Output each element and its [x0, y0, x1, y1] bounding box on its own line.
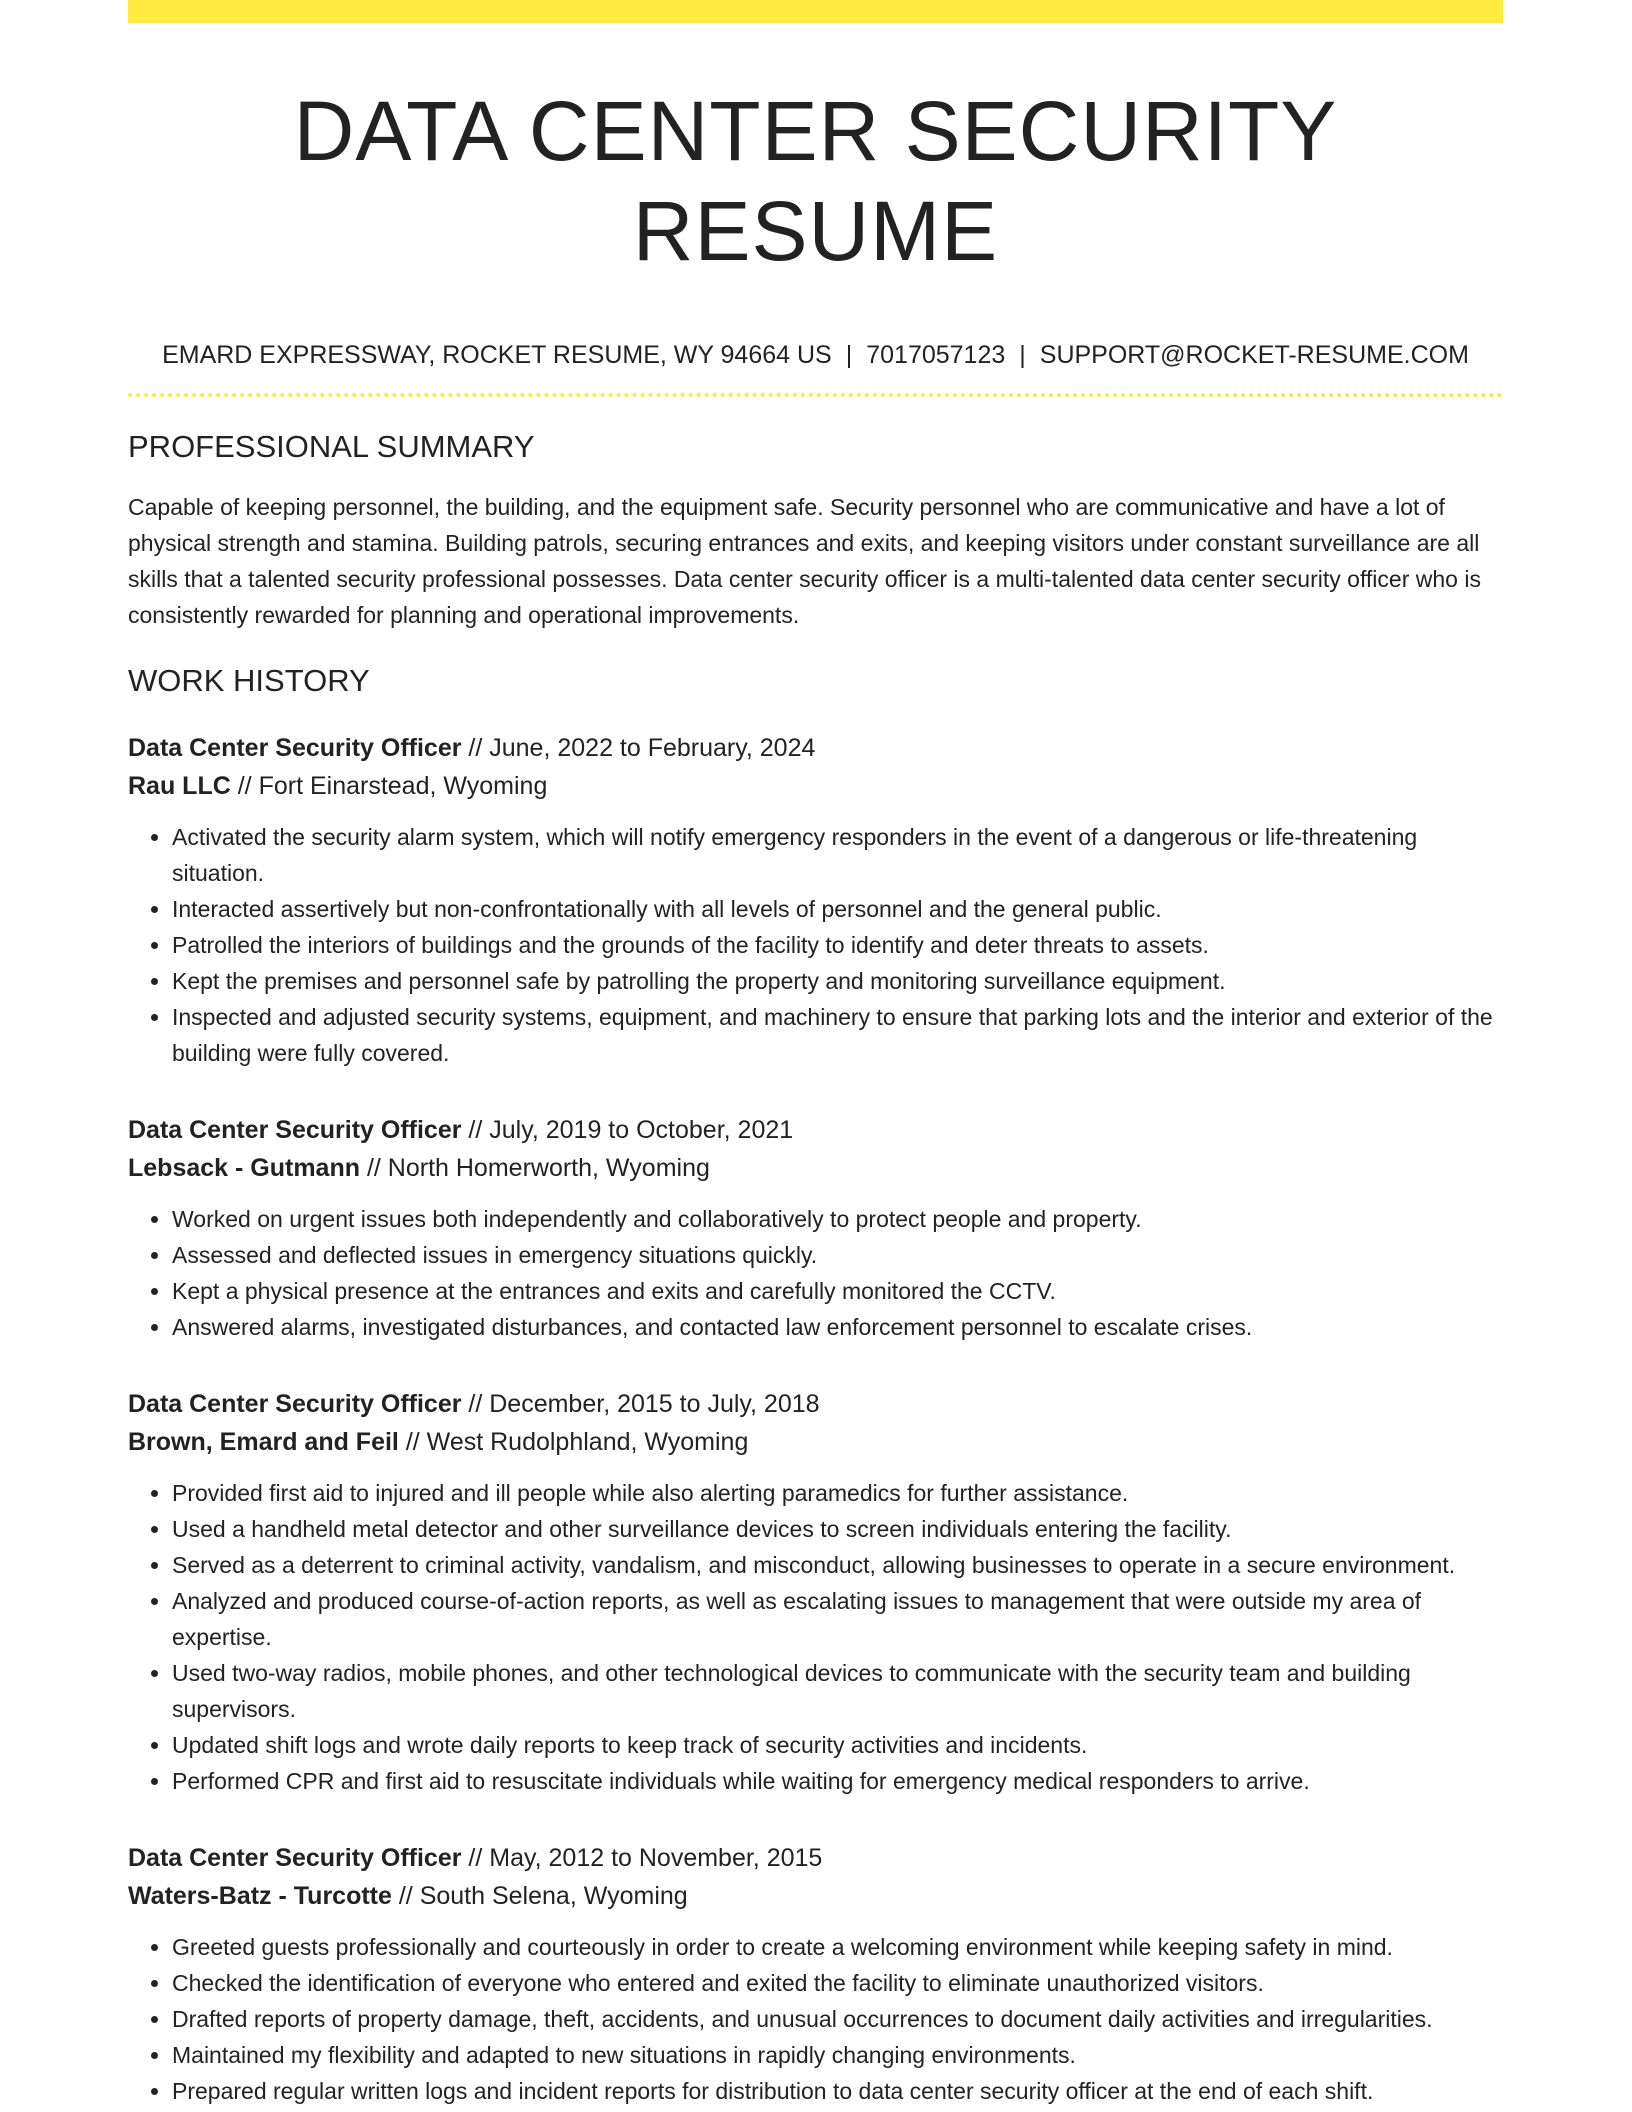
job-entry — [128, 729, 1503, 1071]
job-separator: // — [461, 1390, 490, 1418]
job-bullet: • Activated the security alarm system, which will notify emergency responders in the event of a dangerous or life-threatening situation. — [172, 819, 1503, 891]
job-bullet: • Patrolled the interiors of buildings and the grounds of the facility to identify and deter threats to assets. — [172, 927, 1503, 963]
job-bullet: • Performed CPR and first aid to resuscitate individuals while waiting for emergency medical responders to arrive. — [172, 1763, 1503, 1799]
job-bullet: • Drafted reports of property damage, theft, accidents, and unusual occurrences to document daily activities and irregularities. — [172, 2001, 1503, 2037]
job-bullet: • Used two-way radios, mobile phones, and other technological devices to communicate with the security team and building supervisors. — [172, 1655, 1503, 1727]
job-bullet: • Answered alarms, investigated disturbances, and contacted law enforcement personnel to escalate crises. — [172, 1309, 1503, 1345]
job-bullet: • Provided first aid to injured and ill people while also alerting paramedics for further assistance. — [172, 1475, 1503, 1511]
resume-title: DATA CENTER SECURITY RESUME — [293, 84, 1338, 278]
job-role-line — [128, 1385, 1503, 1423]
job-bullet-list — [128, 1929, 1503, 2109]
job-role: Data Center Security Officer — [128, 1390, 462, 1418]
job-role-line — [128, 729, 1503, 767]
contact-email: SUPPORT@ROCKET-RESUME.COM — [1039, 341, 1469, 369]
job-dates: December, 2015 to July, 2018 — [489, 1390, 820, 1418]
job-company: Rau LLC — [128, 772, 231, 800]
job-separator: // — [461, 734, 490, 762]
job-separator: // — [230, 772, 259, 800]
job-bullet: • Used a handheld metal detector and other surveillance devices to screen individuals entering the facility. — [172, 1511, 1503, 1547]
accent-top-bar — [128, 0, 1503, 23]
summary-text: Capable of keeping personnel, the building, and the equipment safe. Security personnel who are communicative and have a lot of physical strength and stamina. Building patrols, securing entrances and exits, and keeping visitors under constant surveillance are all skills that a talented security professional possesses. Data center security officer is a multi-talented data center security officer who is consistently rewarded for planning and operational improvements. — [128, 494, 1481, 628]
contact-address: EMARD EXPRESSWAY, ROCKET RESUME, WY 94664 US — [162, 341, 832, 369]
job-bullet: • Checked the identification of everyone who entered and exited the facility to eliminate unauthorized visitors. — [172, 1965, 1503, 2001]
job-company-line — [128, 1423, 1503, 1461]
job-separator: // — [461, 1844, 490, 1872]
contact-line — [128, 339, 1503, 371]
job-separator: // — [398, 1428, 427, 1456]
job-location: West Rudolphland, Wyoming — [426, 1428, 749, 1456]
contact-separator: | — [845, 341, 853, 369]
job-role: Data Center Security Officer — [128, 1844, 462, 1872]
job-bullet: • Kept a physical presence at the entrances and exits and carefully monitored the CCTV. — [172, 1273, 1503, 1309]
job-company-line — [128, 767, 1503, 805]
job-separator: // — [391, 1882, 420, 1910]
job-bullet: • Greeted guests professionally and courteously in order to create a welcoming environment while keeping safety in mind. — [172, 1929, 1503, 1965]
job-separator: // — [461, 1116, 490, 1144]
job-bullet-list — [128, 1475, 1503, 1799]
job-bullet: • Worked on urgent issues both independently and collaboratively to protect people and property. — [172, 1201, 1503, 1237]
job-location: Fort Einarstead, Wyoming — [258, 772, 548, 800]
job-separator: // — [360, 1154, 388, 1182]
job-bullet: • Served as a deterrent to criminal activity, vandalism, and misconduct, allowing businesses to operate in a secure environment. — [172, 1547, 1503, 1583]
job-entry — [128, 1111, 1503, 1345]
summary-heading: PROFESSIONAL SUMMARY — [128, 429, 535, 464]
job-bullet: • Inspected and adjusted security systems, equipment, and machinery to ensure that parking lots and the interior and exterior of the building were fully covered. — [172, 999, 1503, 1071]
job-bullet: • Interacted assertively but non-confrontationally with all levels of personnel and the general public. — [172, 891, 1503, 927]
contact-phone: 7017057123 — [866, 341, 1006, 369]
job-bullet: • Maintained my flexibility and adapted to new situations in rapidly changing environments. — [172, 2037, 1503, 2073]
job-dates: June, 2022 to February, 2024 — [489, 734, 816, 762]
job-bullet-list — [128, 1201, 1503, 1345]
work-history-heading: WORK HISTORY — [128, 663, 370, 698]
job-entry — [128, 1385, 1503, 1799]
dotted-divider — [128, 393, 1503, 397]
resume-content — [128, 23, 1503, 2109]
job-company: Waters-Batz - Turcotte — [128, 1882, 392, 1910]
job-bullet: • Updated shift logs and wrote daily reports to keep track of security activities and incidents. — [172, 1727, 1503, 1763]
job-bullet: • Assessed and deflected issues in emergency situations quickly. — [172, 1237, 1503, 1273]
job-role-line — [128, 1111, 1503, 1149]
job-role: Data Center Security Officer — [128, 734, 462, 762]
job-role-line — [128, 1839, 1503, 1877]
contact-separator: | — [1019, 341, 1026, 369]
job-company: Lebsack - Gutmann — [128, 1154, 360, 1182]
job-role: Data Center Security Officer — [128, 1116, 462, 1144]
job-bullet: • Prepared regular written logs and incident reports for distribution to data center security officer at the end of each shift. — [172, 2073, 1503, 2109]
job-bullet-list — [128, 819, 1503, 1071]
job-dates: July, 2019 to October, 2021 — [489, 1116, 794, 1144]
job-company: Brown, Emard and Feil — [128, 1428, 399, 1456]
job-location: North Homerworth, Wyoming — [387, 1154, 710, 1182]
job-dates: May, 2012 to November, 2015 — [489, 1844, 823, 1872]
job-location: South Selena, Wyoming — [419, 1882, 688, 1910]
job-bullet: • Analyzed and produced course-of-action reports, as well as escalating issues to management that were outside my area of expertise. — [172, 1583, 1503, 1655]
job-company-line — [128, 1149, 1503, 1187]
job-company-line — [128, 1877, 1503, 1915]
job-entry — [128, 1839, 1503, 2109]
job-bullet: • Kept the premises and personnel safe by patrolling the property and monitoring surveillance equipment. — [172, 963, 1503, 999]
